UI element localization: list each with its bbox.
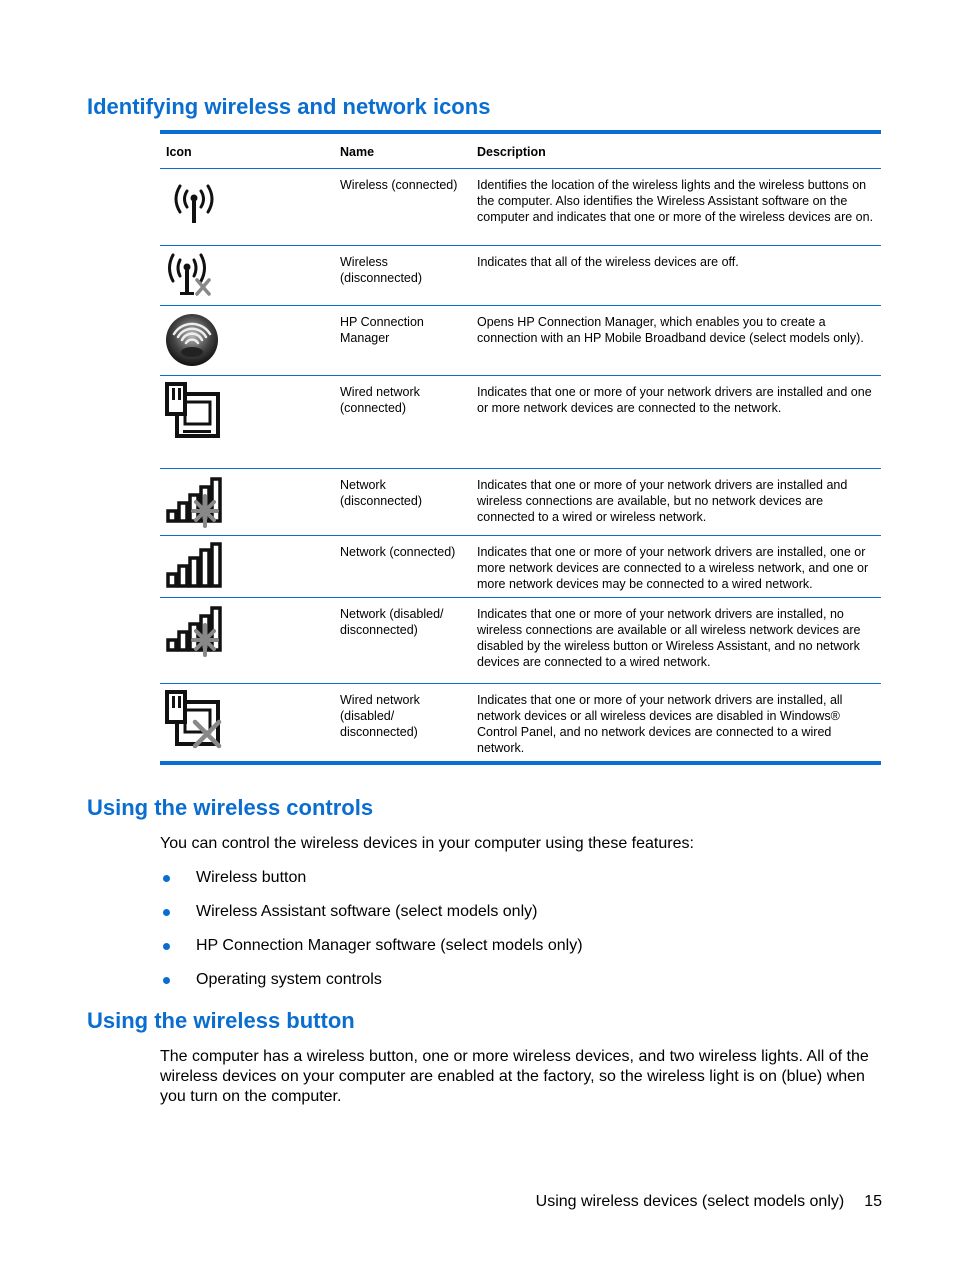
list-item-text: Operating system controls <box>196 971 382 988</box>
row-name: Network (disconnected) <box>340 478 422 508</box>
row-name: HP Connection Manager <box>340 315 424 345</box>
bullet-icon <box>163 875 170 882</box>
network-disconnected-icon <box>165 474 223 538</box>
network-disabled-disconnected-icon <box>165 603 223 667</box>
row-description: Indicates that one or more of your network drivers are installed and wireless connections are available, but no network devices are connected to a wired or wireless network. <box>477 478 848 524</box>
footer-text: Using wireless devices (select models only) <box>535 1193 845 1210</box>
row-description: Identifies the location of the wireless lights and the wireless buttons on the computer. Also identifies the Wireless Assistant software on the computer and indicates that one or more of the wireless devices are on. <box>477 178 874 224</box>
list-item-text: Wireless button <box>196 869 307 886</box>
header-icon: Icon <box>166 145 192 159</box>
row-name: Network (disabled/ disconnected) <box>340 607 444 637</box>
table-row <box>160 375 881 468</box>
page-footer <box>536 1193 882 1211</box>
table-row <box>160 535 881 597</box>
controls-list <box>160 868 583 1004</box>
section-title-icons: Identifying wireless and network icons <box>87 94 491 119</box>
list-item <box>160 868 583 902</box>
row-description: Indicates that one or more of your network drivers are installed, all network devices or all wireless devices are disabled in Windows® Control Panel, and no network devices are connected to a wired network. <box>477 693 843 755</box>
row-name: Wireless (disconnected) <box>340 255 422 285</box>
table-row <box>160 683 881 761</box>
wired-network-connected-icon <box>165 382 223 446</box>
table-row <box>160 597 881 683</box>
row-description: Indicates that one or more of your network drivers are installed, no wireless connections are available or all wireless network devices are disabled by the wireless button or Wireless Assistant, and no network devices are connected to a wired network. <box>477 607 861 669</box>
list-item <box>160 902 583 936</box>
row-description: Indicates that one or more of your network drivers are installed and one or more network devices are connected to the network. <box>477 385 872 415</box>
button-body: The computer has a wireless button, one or more wireless devices, and two wireless lights. All of the wireless devices on your computer are enabled at the factory, so the wireless light is on (blue) when you turn on the computer. <box>160 1048 869 1105</box>
wired-network-disabled-disconnected-icon <box>165 690 223 754</box>
row-name: Wireless (connected) <box>340 178 458 192</box>
list-item-text: Wireless Assistant software (select models only) <box>196 903 538 920</box>
bullet-icon <box>163 943 170 950</box>
bullet-icon <box>163 977 170 984</box>
list-item <box>160 970 583 1004</box>
table-row <box>160 245 881 305</box>
table-header-row <box>160 134 881 168</box>
row-name: Wired network (disabled/ disconnected) <box>340 693 420 739</box>
section-title-controls: Using the wireless controls <box>87 795 374 820</box>
list-item <box>160 936 583 970</box>
wireless-connected-icon <box>165 175 223 239</box>
row-name: Network (connected) <box>340 545 456 559</box>
controls-intro: You can control the wireless devices in your computer using these features: <box>160 835 694 852</box>
bullet-icon <box>163 909 170 916</box>
section-title-button: Using the wireless button <box>87 1008 355 1033</box>
icons-table <box>160 130 881 765</box>
table-row <box>160 168 881 245</box>
table-row <box>160 468 881 535</box>
header-name: Name <box>340 145 375 159</box>
row-description: Indicates that all of the wireless devices are off. <box>477 255 739 269</box>
row-description: Indicates that one or more of your network drivers are installed, one or more network devices are connected to a wireless network, and one or more network devices may be connected to a wired network. <box>477 545 869 591</box>
row-name: Wired network (connected) <box>340 385 420 415</box>
header-description: Description <box>477 145 546 159</box>
hp-connection-manager-icon <box>165 310 223 374</box>
page-number: 15 <box>864 1193 882 1210</box>
table-row <box>160 305 881 375</box>
row-description: Opens HP Connection Manager, which enables you to create a connection with an HP Mobile Broadband device (select models only). <box>477 315 864 345</box>
list-item-text: HP Connection Manager software (select models only) <box>196 937 583 954</box>
